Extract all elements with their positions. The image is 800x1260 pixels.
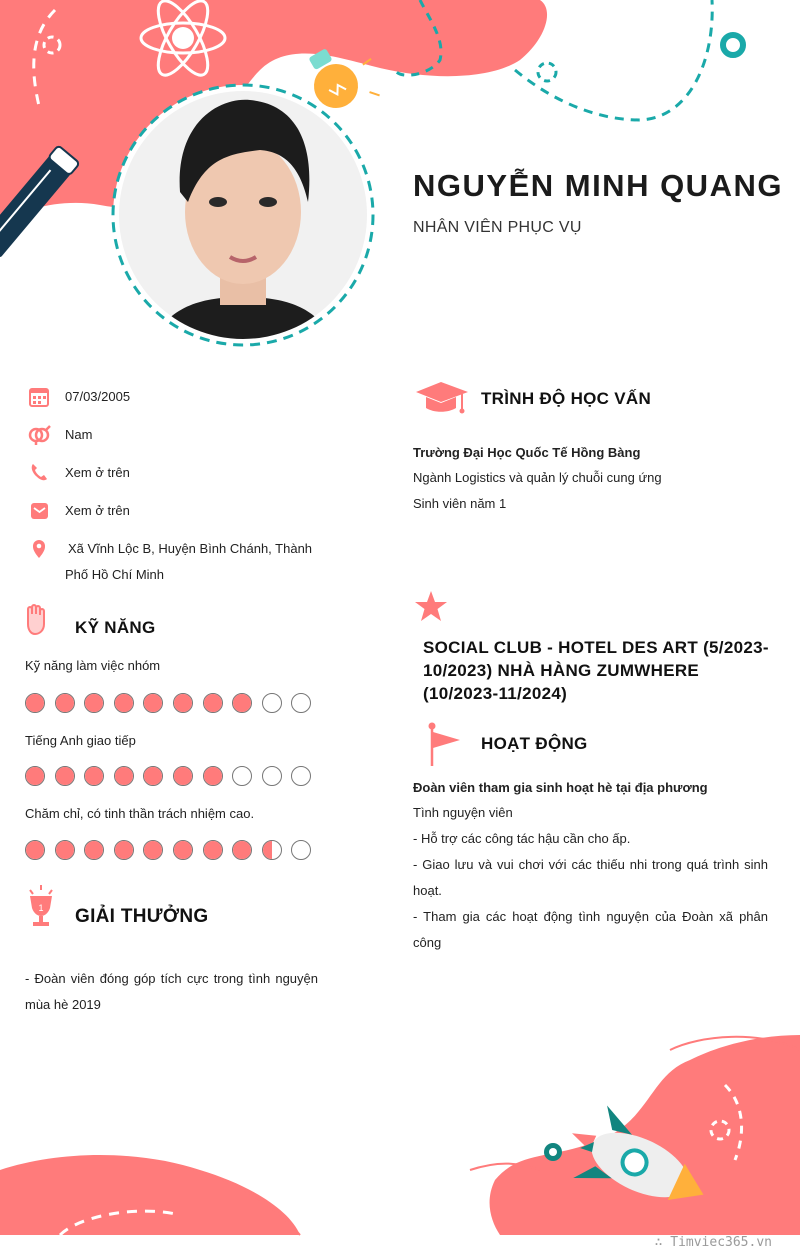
rating-dot	[291, 840, 311, 860]
rating-dot	[262, 766, 282, 786]
skill-rating	[25, 840, 325, 862]
rating-dot	[143, 766, 163, 786]
hand-icon	[24, 604, 48, 636]
rating-dot	[173, 693, 193, 713]
education-major: Ngành Logistics và quản lý chuỗi cung ứng	[413, 470, 662, 485]
contact-email	[25, 498, 325, 524]
bottom-left-blob	[0, 1155, 300, 1235]
phone-icon	[25, 463, 53, 483]
teal-ring	[723, 35, 743, 55]
rating-dot	[84, 693, 104, 713]
rating-dot	[232, 693, 252, 713]
rating-dot	[55, 840, 75, 860]
phone-text: Xem ở trên	[65, 465, 130, 480]
skill-name: Chăm chỉ, có tinh thần trách nhiệm cao.	[25, 806, 255, 821]
skills-title: KỸ NĂNG	[75, 618, 156, 637]
contact-gender	[25, 422, 325, 448]
candidate-name: NGUYỄN MINH QUANG	[413, 168, 783, 203]
gender-icon	[25, 425, 53, 445]
education-school: Trường Đại Học Quốc Tế Hồng Bàng	[413, 445, 641, 460]
rating-dot	[143, 840, 163, 860]
rating-dot	[173, 840, 193, 860]
rating-dot	[25, 693, 45, 713]
awards-title: GIẢI THƯỞNG	[75, 906, 209, 927]
activities-title: HOẠT ĐỘNG	[481, 734, 588, 753]
profile-photo	[110, 82, 376, 348]
skill-name: Tiếng Anh giao tiếp	[25, 733, 136, 748]
skill-rating	[25, 766, 325, 788]
rating-dot	[262, 840, 282, 860]
activities-item: - Tham gia các hoạt động tình nguyện của Đoàn xã phân công	[413, 909, 768, 950]
education-year: Sinh viên năm 1	[413, 496, 507, 511]
rating-dot	[55, 766, 75, 786]
rating-dot	[114, 840, 134, 860]
experience-heading: SOCIAL CLUB - HOTEL DES ART (5/2023-10/2023) NHÀ HÀNG ZUMWHERE (10/2023-11/2024)	[423, 638, 769, 703]
trophy-icon	[24, 884, 58, 930]
rating-dot	[232, 840, 252, 860]
rating-dot	[55, 693, 75, 713]
bottom-right-blob	[490, 1035, 800, 1235]
rating-dot	[291, 766, 311, 786]
rating-dot	[262, 693, 282, 713]
rating-dot	[25, 766, 45, 786]
skill-rating	[25, 693, 325, 715]
flag-icon	[423, 722, 463, 768]
rating-dot	[143, 693, 163, 713]
rating-dot	[114, 766, 134, 786]
rating-dot	[173, 766, 193, 786]
rating-dot	[84, 840, 104, 860]
rating-dot	[232, 766, 252, 786]
rating-dot	[114, 693, 134, 713]
rating-dot	[25, 840, 45, 860]
calendar-icon	[25, 387, 53, 407]
rating-dot	[84, 766, 104, 786]
skill-name: Kỹ năng làm việc nhóm	[25, 658, 161, 673]
watermark: ∴ Timviec365.vn	[654, 1235, 772, 1250]
gender-text: Nam	[65, 427, 93, 442]
rating-dot	[291, 693, 311, 713]
email-icon	[25, 501, 53, 521]
education-title: TRÌNH ĐỘ HỌC VẤN	[481, 389, 652, 408]
awards-text: - Đoàn viên đóng góp tích cực trong tình nguyện mùa hè 2019	[25, 971, 318, 1012]
svg-text:1: 1	[38, 903, 44, 913]
star-icon	[414, 590, 448, 624]
contact-birthdate	[25, 384, 325, 410]
rating-dot	[203, 766, 223, 786]
location-icon	[25, 539, 53, 559]
activities-item: - Giao lưu và vui chơi với các thiếu nhi trong quá trình sinh hoạt.	[413, 857, 768, 898]
activities-role: Tình nguyện viên	[413, 805, 513, 820]
contact-address	[25, 536, 325, 588]
birthdate-text: 07/03/2005	[65, 389, 131, 404]
rating-dot	[203, 840, 223, 860]
rating-dot	[203, 693, 223, 713]
job-title: NHÂN VIÊN PHỤC VỤ	[413, 219, 582, 236]
graduation-cap-icon	[414, 380, 470, 416]
activities-org: Đoàn viên tham gia sinh hoạt hè tại địa phương	[413, 780, 708, 795]
email-text: Xem ở trên	[65, 503, 130, 518]
address-text: Xã Vĩnh Lộc B, Huyện Bình Chánh, Thành Phố Hồ Chí Minh	[65, 541, 313, 582]
activities-item: - Hỗ trợ các công tác hậu cần cho ấp.	[413, 831, 631, 846]
contact-phone	[25, 460, 325, 486]
